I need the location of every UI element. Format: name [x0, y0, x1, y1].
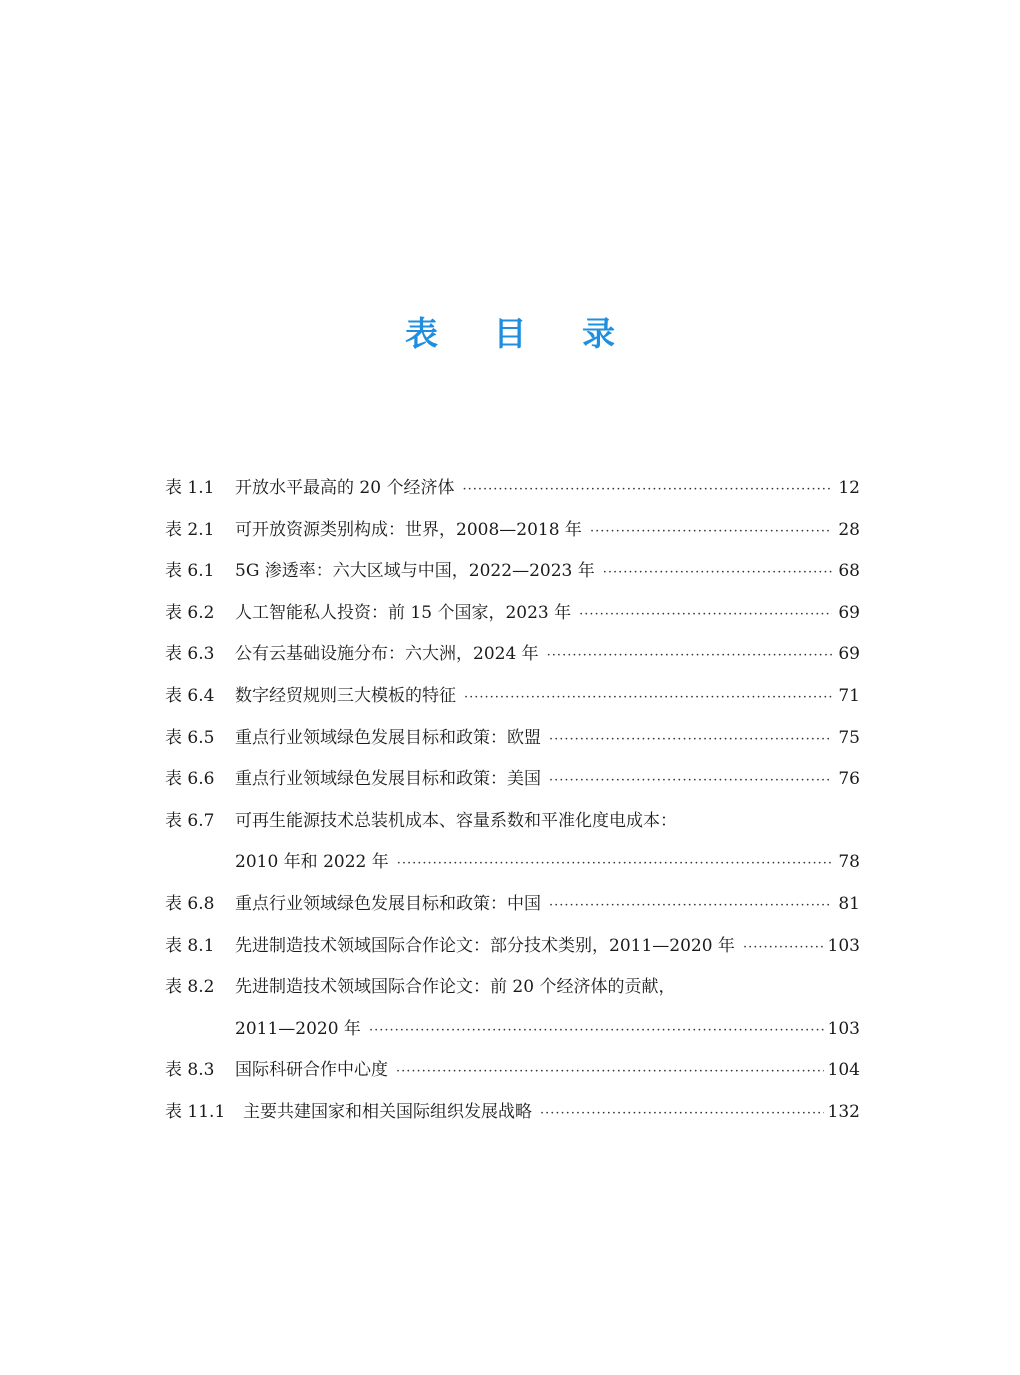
toc-entry-title: 重点行业领域绿色发展目标和政策：欧盟 [235, 727, 541, 748]
toc-entry-number: 表 8.2 [165, 977, 215, 998]
toc-leader-dots [369, 1010, 824, 1052]
toc-entry-page: 12 [838, 478, 860, 498]
toc-entry-page: 81 [838, 893, 860, 914]
toc-entry-page: 75 [838, 727, 860, 748]
toc-entry[interactable] [165, 510, 860, 552]
toc-entry[interactable] [165, 1050, 860, 1092]
toc-leader-dots [397, 843, 832, 885]
toc-leader-dots [603, 552, 832, 594]
toc-entry-page: 68 [838, 561, 860, 582]
toc-leader-dots [743, 927, 824, 969]
toc-entry[interactable] [165, 634, 860, 676]
toc-entry-title: 主要共建国家和相关国际组织发展战略 [243, 1101, 532, 1122]
toc-entry-number: 表 1.1 [165, 478, 215, 498]
toc-entry[interactable] [165, 593, 860, 635]
toc-entry[interactable] [165, 801, 860, 843]
toc-leader-dots [464, 677, 832, 719]
toc-entry-number: 表 2.1 [165, 519, 215, 540]
toc-leader-dots [547, 635, 832, 677]
toc-entry-number: 表 8.3 [165, 1060, 215, 1081]
toc-entry-continuation[interactable] [165, 1009, 860, 1051]
toc-entry-page: 104 [827, 1060, 860, 1081]
toc-entry-number: 表 6.4 [165, 685, 215, 706]
toc-entry[interactable] [165, 468, 860, 510]
toc-entry-title-continuation: 2011—2020 年 [235, 1018, 361, 1039]
toc-leader-dots [462, 469, 832, 511]
toc-entry[interactable] [165, 718, 860, 760]
toc-entry-number: 表 6.7 [165, 810, 215, 831]
toc-entry-page: 28 [838, 519, 860, 540]
toc-entry-page: 78 [838, 852, 860, 873]
toc-leader-dots [579, 594, 832, 636]
toc-entry[interactable] [165, 967, 860, 1009]
toc-entry-title: 可再生能源技术总装机成本、容量系数和平准化度电成本： [235, 810, 677, 831]
toc-entry-page: 69 [838, 644, 860, 665]
toc-entry-title: 重点行业领域绿色发展目标和政策：中国 [235, 893, 541, 914]
toc-entry-title-continuation: 2010 年和 2022 年 [235, 852, 389, 873]
toc-entry-page: 103 [827, 935, 860, 956]
table-of-contents [165, 468, 860, 1134]
toc-entry-number: 表 6.3 [165, 644, 215, 665]
toc-entry-title: 数字经贸规则三大模板的特征 [235, 685, 456, 706]
toc-leader-dots [549, 760, 832, 802]
toc-entry-number: 表 6.8 [165, 893, 215, 914]
toc-entry[interactable] [165, 884, 860, 926]
toc-entry-title: 重点行业领域绿色发展目标和政策：美国 [235, 769, 541, 790]
toc-entry[interactable] [165, 759, 860, 801]
toc-leader-dots [396, 1051, 824, 1093]
toc-entry-number: 表 8.1 [165, 935, 215, 956]
toc-entry-number: 表 6.2 [165, 602, 215, 623]
toc-entry[interactable] [165, 551, 860, 593]
toc-entry[interactable] [165, 1092, 860, 1134]
toc-entry-title: 可开放资源类别构成：世界，2008—2018 年 [235, 519, 582, 540]
toc-entry-number: 表 6.1 [165, 561, 215, 582]
toc-leader-dots [549, 719, 832, 761]
toc-entry-number: 表 6.5 [165, 727, 215, 748]
toc-entry-title: 人工智能私人投资：前 15 个国家，2023 年 [235, 602, 572, 623]
toc-leader-dots [549, 885, 832, 927]
toc-entry-title: 先进制造技术领域国际合作论文：前 20 个经济体的贡献， [235, 977, 676, 998]
toc-entry[interactable] [165, 676, 860, 718]
toc-entry-page: 69 [838, 602, 860, 623]
toc-entry-title: 先进制造技术领域国际合作论文：部分技术类别，2011—2020 年 [235, 935, 735, 956]
toc-entry-page: 103 [827, 1018, 860, 1039]
toc-leader-dots [590, 511, 832, 553]
toc-entry-continuation[interactable] [165, 842, 860, 884]
toc-entry-number: 表 11.1 [165, 1101, 226, 1122]
toc-entry-number: 表 6.6 [165, 769, 215, 790]
toc-entry-page: 71 [838, 685, 860, 706]
page-title: 表 目 录 [405, 314, 637, 353]
toc-entry[interactable] [165, 926, 860, 968]
toc-leader-dots [540, 1093, 824, 1135]
toc-entry-page: 76 [838, 769, 860, 790]
toc-entry-title: 国际科研合作中心度 [235, 1060, 388, 1081]
toc-entry-title: 公有云基础设施分布：六大洲，2024 年 [235, 644, 539, 665]
toc-entry-title: 开放水平最高的 20 个经济体 [235, 478, 455, 498]
toc-entry-title: 5G 渗透率：六大区域与中国，2022—2023 年 [235, 561, 595, 582]
toc-entry-page: 132 [827, 1101, 860, 1122]
